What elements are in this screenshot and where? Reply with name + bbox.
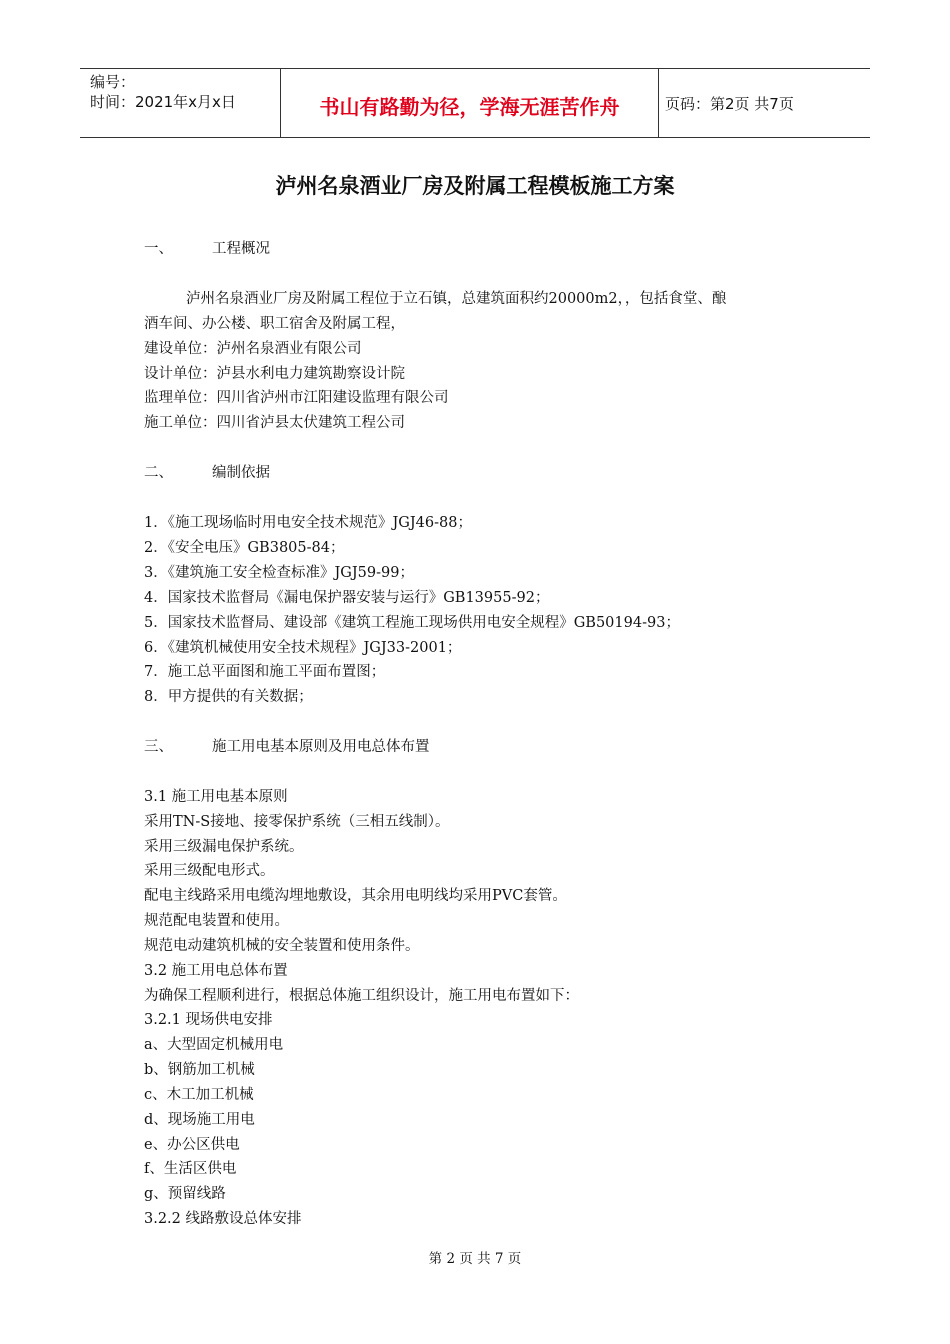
- section-number: 三、: [144, 739, 173, 755]
- basis-item: 4．国家技术监督局《漏电保护器安装与运行》GB13955-92；: [144, 590, 550, 606]
- power-line: 3.2.1 现场供电安排: [144, 1012, 273, 1028]
- page-footer: 第 2 页 共 7 页: [428, 1251, 522, 1267]
- basis-item: 6．《建筑机械使用安全技术规程》JGJ33-2001；: [144, 640, 462, 656]
- power-line: b、钢筋加工机械: [144, 1062, 255, 1078]
- header-page-cell: [659, 69, 870, 137]
- overview-paragraph-line-1: 泸州名泉酒业厂房及附属工程位于立石镇，总建筑面积约20000m2，，包括食堂、酿: [186, 291, 727, 307]
- basis-item: 3．《建筑施工安全检查标准》JGJ59-99；: [144, 565, 414, 581]
- section-number: 一、: [144, 241, 173, 257]
- section-number: 二、: [144, 465, 173, 481]
- contractor-line: 施工单位：四川省泸县太伏建筑工程公司: [144, 415, 405, 431]
- power-line: d、现场施工用电: [144, 1112, 255, 1128]
- basis-item: 7．施工总平面图和施工平面布置图；: [144, 664, 386, 680]
- supervisor-line: 监理单位：四川省泸州市江阳建设监理有限公司: [144, 390, 449, 406]
- basis-item: 1．《施工现场临时用电安全技术规范》JGJ46-88；: [144, 515, 472, 531]
- owner-line: 建设单位：泸州名泉酒业有限公司: [144, 341, 362, 357]
- power-line: 采用三级漏电保护系统。: [144, 839, 304, 855]
- power-line: c、木工加工机械: [144, 1087, 254, 1103]
- header-motto-cell: [281, 69, 659, 137]
- power-line: 采用TN-S接地、接零保护系统（三相五线制）。: [144, 814, 450, 830]
- section-heading-2: [144, 461, 270, 482]
- power-line: 3.2 施工用电总体布置: [144, 963, 288, 979]
- time-label: 时间：2021年x月x日: [90, 93, 236, 111]
- section-title: 施工用电基本原则及用电总体布置: [212, 739, 430, 755]
- header-motto: 书山有路勤为径，学海无涯苦作舟: [319, 95, 620, 119]
- power-line: 为确保工程顺利进行，根据总体施工组织设计，施工用电布置如下：: [144, 988, 579, 1004]
- power-line: 配电主线路采用电缆沟埋地敷设，其余用电明线均采用PVC套管。: [144, 888, 567, 904]
- power-line: 规范配电装置和使用。: [144, 913, 289, 929]
- header-page-label: 页码：第2页 共7页: [665, 95, 794, 113]
- section-heading-1: [144, 237, 270, 258]
- power-line: 3.2.2 线路敷设总体安排: [144, 1211, 302, 1227]
- basis-item: 2．《安全电压》GB3805-84；: [144, 540, 345, 556]
- power-line: 规范电动建筑机械的安全装置和使用条件。: [144, 938, 420, 954]
- section-title: 编制依据: [212, 465, 270, 481]
- document-title: 泸州名泉酒业厂房及附属工程模板施工方案: [275, 174, 675, 198]
- section-heading-3: [144, 735, 430, 756]
- power-line: e、办公区供电: [144, 1137, 240, 1153]
- page-header: [80, 68, 870, 138]
- basis-item: 8．甲方提供的有关数据；: [144, 689, 313, 705]
- section-title: 工程概况: [212, 241, 270, 257]
- power-line: 3.1 施工用电基本原则: [144, 789, 288, 805]
- basis-item: 5．国家技术监督局、建设部《建筑工程施工现场供用电安全规程》GB50194-93；: [144, 615, 680, 631]
- power-line: g、预留线路: [144, 1186, 226, 1202]
- power-line: a、大型固定机械用电: [144, 1037, 284, 1053]
- designer-line: 设计单位：泸县水利电力建筑勘察设计院: [144, 366, 405, 382]
- header-meta: [80, 69, 281, 137]
- power-line: 采用三级配电形式。: [144, 863, 275, 879]
- overview-paragraph-line-2: 酒车间、办公楼、职工宿舍及附属工程，: [144, 316, 405, 332]
- code-label: 编号：: [90, 73, 136, 91]
- power-line: f、生活区供电: [144, 1161, 237, 1177]
